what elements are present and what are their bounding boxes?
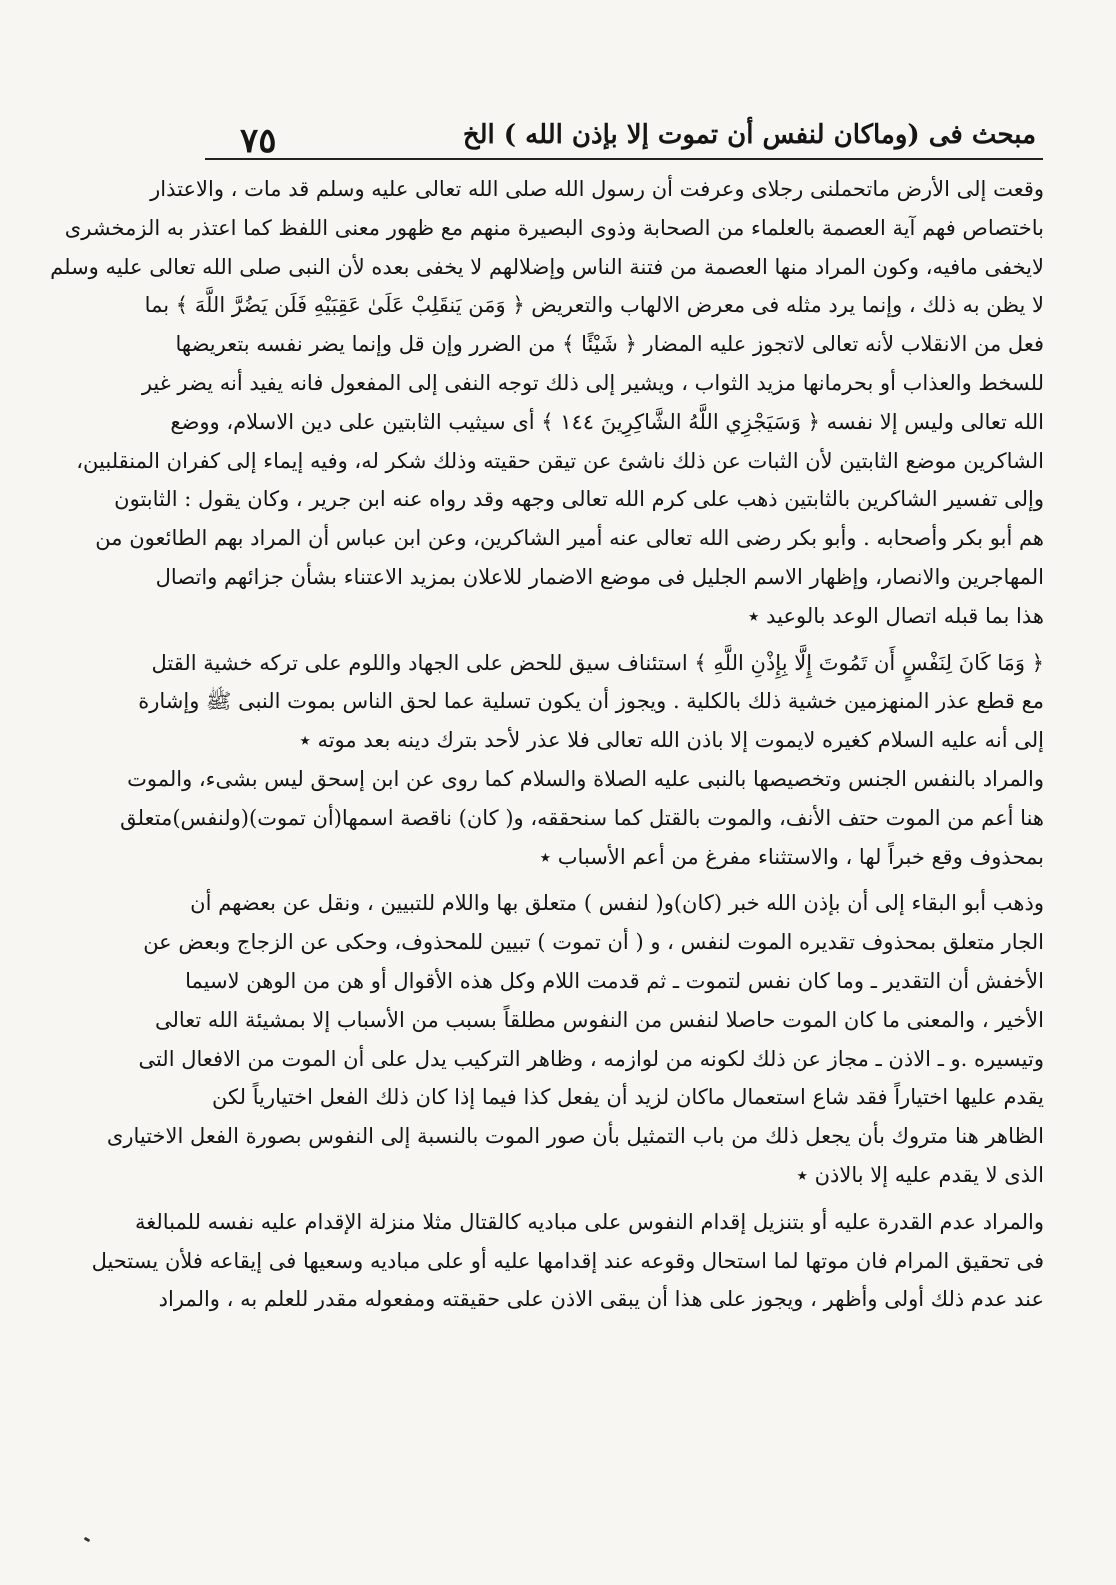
- text-line: الأخفش أن التقدير ـ وما كان نفس لتموت ـ ثم قدمت اللام وكل هذه الأقوال أو هن من الوهن لاسيما: [185, 968, 1044, 993]
- text-line: هم أبو بكر وأصحابه . وأبو بكر رضى الله تعالى عنه أمير الشاكرين، وعن ابن عباس أن المراد بهم الطائعون من: [95, 526, 1044, 551]
- text-line: ﴿ وَمَا كَانَ لِنَفْسٍ أَن تَمُوتَ إِلَّا بِإِذْنِ اللَّهِ ﴾ استئناف سيق للحض على الجهاد واللوم على تركه خشية القتل: [151, 650, 1044, 675]
- paragraph: [120, 760, 1044, 876]
- text-line: وقعت إلى الأرض ماتحملنى رجلاى وعرفت أن رسول الله صلى الله تعالى عليه وسلم قد مات ، والاعتذار: [150, 177, 1044, 201]
- paragraph: [50, 170, 1044, 636]
- page-body: [50, 170, 1044, 1319]
- text-line: يقدم عليها اختياراً فقد شاع استعمال ماكان لزيد أن يفعل كذا فيما إذا كان ذلك الفعل اختيارياً لكن: [212, 1085, 1044, 1110]
- scan-speck: [84, 1537, 91, 1543]
- text-line: الشاكرين موضع الثابتين لأن الثبات عن ذلك ناشئ عن تيقن حقيته وذلك شكر له، وفيه إيماء إلى كفران المنقلبين،: [76, 448, 1044, 473]
- text-line: الظاهر هنا متروك بأن يجعل ذلك من باب التمثيل بأن صور الموت بالنسبة إلى النفوس بصورة الفعل الاختيارى: [106, 1124, 1044, 1149]
- text-line: عند عدم ذلك أولى وأظهر ، ويجوز على هذا أن يبقى الاذن على حقيقته ومفعوله مقدر للعلم به ، والمراد: [158, 1287, 1044, 1312]
- text-line: إلى أنه عليه السلام كغيره لايموت إلا باذن الله تعالى فلا عذر لأحد بترك دينه بعد موته ٭: [299, 728, 1044, 753]
- text-line: باختصاص فهم آية العصمة بالعلماء من الصحابة وذوى البصيرة منهم مع ظهور معنى اللفظ كما اعتذر به الزمخشرى: [64, 215, 1044, 240]
- page-header: [200, 98, 1036, 161]
- text-line: المهاجرين والانصار، وإظهار الاسم الجليل فى موضع الاضمار للاعلان بمزيد الاعتناء بشأن جزائهم واتصال: [155, 564, 1044, 589]
- text-line: فى تحقيق المرام فان موتها لما استحال وقوعه عند إقدامها عليه أو على مباديه وسعيها فى إيقاعه فلأن يستحيل: [91, 1248, 1044, 1273]
- text-line: هذا بما قبله اتصال الوعد بالوعيد ٭: [748, 603, 1044, 628]
- text-line: وإلى تفسير الشاكرين بالثابتين ذهب على كرم الله تعالى وجهه وقد رواه عنه ابن جرير ، وكان يقول : الثابتون: [114, 487, 1044, 512]
- text-line: بمحذوف وقع خبراً لها ، والاستثناء مفرغ من أعم الأسباب ٭: [539, 844, 1044, 869]
- text-line: الجار متعلق بمحذوف تقديره الموت لنفس ، و ( أن تموت ) تبيين للمحذوف، وحكى عن الزجاج وبعض عن: [143, 930, 1044, 955]
- text-line: لايخفى مافيه، وكون المراد منها العصمة من فتنة الناس وإضلالهم لا يخفى بعده لأن النبى صلى الله تعالى عليه وسلم: [50, 254, 1044, 279]
- paragraph: [138, 644, 1044, 760]
- text-line: مع قطع عذر المنهزمين خشية ذلك بالكلية . ويجوز أن يكون تسلية عما لحق الناس بموت النبى ﷺ وإشارة: [138, 689, 1044, 714]
- page-number: ٧٥: [240, 121, 277, 161]
- text-line: والمراد عدم القدرة عليه أو بتنزيل إقدام النفوس على مباديه كالقتال مثلا منزلة الإقدام عليه نفسه للمبالغة: [134, 1209, 1044, 1234]
- paragraph: [91, 1203, 1044, 1319]
- text-line: الله تعالى وليس إلا نفسه ﴿ وَسَيَجْزِي اللَّهُ الشَّاكِرِينَ ١٤٤ ﴾ أى سيثيب الثابتين على دين الاسلام، ووضع: [170, 409, 1044, 434]
- running-title: مبحث فى (وماكان لنفس أن تموت إلا بإذن الله ) الخ: [462, 120, 1036, 150]
- paragraph-gap: [212, 876, 1044, 884]
- paragraph-gap: [212, 636, 1044, 644]
- text-line: وتيسيره .و ـ الاذن ـ مجاز عن ذلك لكونه من لوازمه ، وظاهر التركيب يدل على أن الموت من الافعال التى: [138, 1046, 1044, 1071]
- text-line: وذهب أبو البقاء إلى أن بإذن الله خبر (كان)و( لنفس ) متعلق بها واللام للتبيين ، ونقل عن بعضهم أن: [190, 891, 1044, 916]
- paragraph: [106, 884, 1044, 1194]
- text-line: هنا أعم من الموت حتف الأنف، والموت بالقتل كما سنحققه، و( كان) ناقصة اسمها(أن تموت)(ولنفس)متعلق: [120, 805, 1044, 830]
- text-line: والمراد بالنفس الجنس وتخصيصها بالنبى عليه الصلاة والسلام كما روى عن ابن إسحق ليس بشىء، والموت: [127, 766, 1044, 791]
- header-rule: [205, 158, 1043, 160]
- text-line: الأخير ، والمعنى ما كان الموت حاصلا لنفس من النفوس مطلقاً بسبب من الأسباب إلا بمشيئة الله تعالى: [154, 1007, 1044, 1032]
- text-line: الذى لا يقدم عليه إلا بالاذن ٭: [796, 1162, 1044, 1187]
- text-line: للسخط والعذاب أو بحرمانها مزيد الثواب ، ويشير إلى ذلك توجه النفى إلى المفعول فانه يفيد أنه يضر غير: [141, 370, 1044, 395]
- text-line: لا يظن به ذلك ، وإنما يرد مثله فى معرض الالهاب والتعريض ﴿ وَمَن يَنقَلِبْ عَلَىٰ عَقِبَيْهِ فَلَن يَضُرَّ اللَّهَ ﴾ بما: [144, 293, 1044, 318]
- paragraph-gap: [212, 1195, 1044, 1203]
- text-line: فعل من الانقلاب لأنه تعالى لاتجوز عليه المضار ﴿ شَيْئًا ﴾ من الضرر وإن قل وإنما يضر نفسه بتعريضها: [175, 332, 1044, 357]
